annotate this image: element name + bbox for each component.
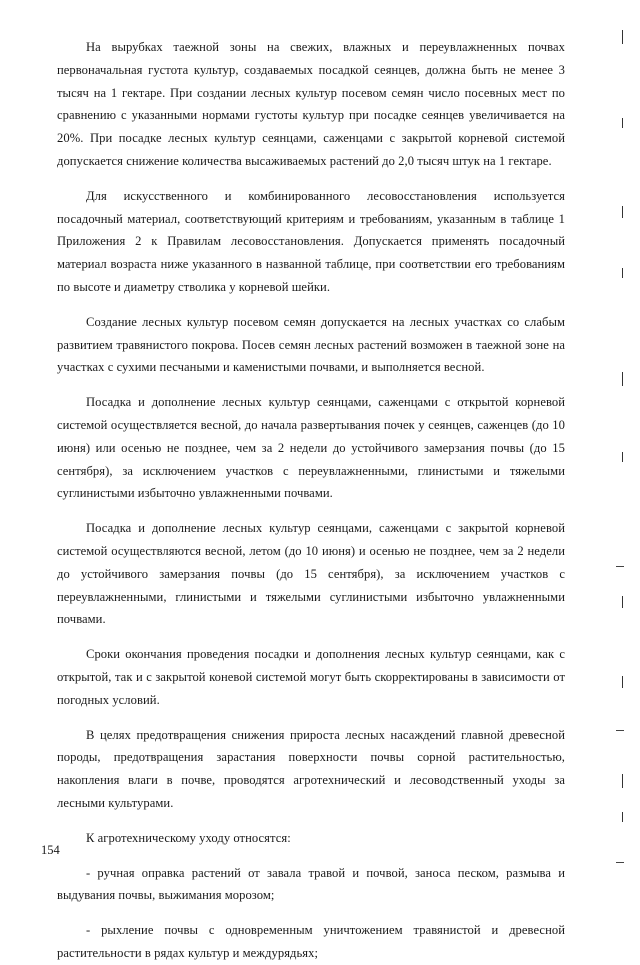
scan-edge-tick bbox=[616, 862, 624, 863]
page-number: 154 bbox=[41, 843, 60, 857]
paragraph-open-root-planting: Посадка и дополнение лесных культур сеянцами, саженцами с открытой корневой системой осуществляется весной, до начала развертывания почек у сеянцев, саженцев (до 10 июня) или осенью не позднее, чем за 2 недели до устойчивого замерзания почвы (до 15 сентября), за исключением участков с переувлажненными, глинистыми и тяжелыми суглинистыми избыточно увлажненными почвами. bbox=[57, 395, 565, 501]
scan-edge-mark bbox=[622, 372, 623, 386]
scan-edge-mark bbox=[622, 812, 623, 822]
scan-edge-tick bbox=[616, 730, 624, 731]
scan-edge-mark bbox=[622, 30, 623, 44]
list-item-soil-loosening: - рыхление почвы с одновременным уничтожением травянистой и древесной растительности в рядах культур и междурядьях; bbox=[57, 923, 565, 960]
list-item-manual-straightening: - ручная оправка растений от завала травой и почвой, заноса песком, размыва и выдувания почвы, выжимания морозом; bbox=[57, 865, 565, 903]
scan-edge-mark bbox=[622, 268, 623, 278]
document-body bbox=[57, 36, 565, 965]
paragraph-closed-root-planting: Посадка и дополнение лесных культур сеянцами, саженцами с закрытой корневой системой осуществляются весной, летом (до 10 июня) и осенью не позднее, чем за 2 недели до устойчивого замерзания почвы (до 15 сентября), за исключением участков с переувлажненными, глинистыми и тяжелыми суглинистыми избыточно увлажненными почвами. bbox=[57, 521, 565, 627]
paragraph-care-purpose: В целях предотвращения снижения прироста лесных насаждений главной древесной породы, предотвращения зарастания поверхности почвы сорной растительностью, накопления влаги в почве, проводятся агротехнический и лесоводственный уходы за лесными культурами. bbox=[57, 727, 565, 810]
scan-edge-mark bbox=[622, 596, 623, 608]
paragraph-initial-density: На вырубках таежной зоны на свежих, влажных и переувлажненных почвах первоначальная густота культур, создаваемых посадкой сеянцев, должна быть не менее 3 тысяч на 1 гектаре. При создании лесных культур посевом семян число посевных мест по сравнению с указанными нормами густоты культур при посадке сеянцев увеличивается на 20%. При посадке лесных культур сеянцами, саженцами с закрытой корневой системой допускается снижение количества высаживаемых растений до 2,0 тысяч штук на 1 гектаре. bbox=[57, 40, 565, 168]
scan-edge-tick bbox=[616, 566, 624, 567]
scan-edge-mark bbox=[622, 118, 623, 128]
scan-edge-mark bbox=[622, 452, 623, 462]
scan-edge-mark bbox=[622, 676, 623, 688]
paragraph-deadline-adjustment: Сроки окончания проведения посадки и дополнения лесных культур сеянцами, как с открытой, так и с закрытой коневой системой могут быть скорректированы в зависимости от погодных условий. bbox=[57, 647, 565, 707]
paragraph-planting-material: Для искусственного и комбинированного лесовосстановления используется посадочный материал, соответствующий критериям и требованиям, указанным в таблице 1 Приложения 2 к Правилам лесовосстановления. Допускается применять посадочный материал возраста ниже указанного в названной таблице, при соответствии его требованиям по высоте и диаметру стволика у корневой шейки. bbox=[57, 188, 565, 294]
paragraph-seed-sowing: Создание лесных культур посевом семян допускается на лесных участках со слабым развитием травянистого покрова. Посев семян лесных растений возможен в таежной зоне на участках с сухими песчаными и каменистыми почвами, и выполняется весной. bbox=[57, 314, 565, 375]
paragraph-agrotechnical-care-intro: К агротехническому уходу относятся: bbox=[86, 830, 291, 845]
scan-edge-mark bbox=[622, 774, 623, 788]
scan-edge-mark bbox=[622, 206, 623, 218]
